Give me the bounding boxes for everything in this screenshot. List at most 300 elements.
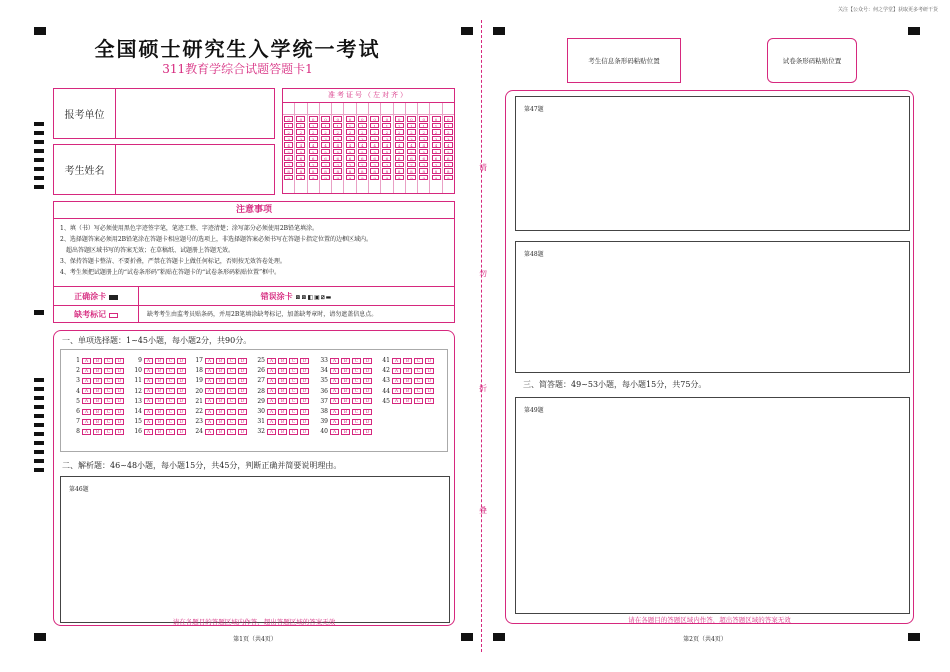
choice-bubble[interactable]: C [289, 419, 298, 425]
id-bubble[interactable]: 9 [407, 175, 416, 181]
choice-bubble[interactable]: B [278, 409, 287, 415]
choice-bubble[interactable]: A [144, 419, 153, 425]
choice-bubble[interactable]: B [341, 429, 350, 435]
choice-bubble[interactable]: C [352, 419, 361, 425]
choice-bubble[interactable]: C [352, 409, 361, 415]
id-bubble[interactable]: 1 [284, 123, 293, 129]
id-bubble[interactable]: 8 [358, 168, 367, 174]
id-bubble[interactable]: 5 [296, 149, 305, 155]
choice-bubble[interactable]: A [267, 388, 276, 394]
choice-bubble[interactable]: B [93, 429, 102, 435]
choice-bubble[interactable]: A [82, 378, 91, 384]
id-write-cell[interactable] [320, 103, 331, 115]
id-bubble[interactable]: 4 [432, 142, 441, 148]
id-bubble[interactable]: 4 [407, 142, 416, 148]
choice-bubble[interactable]: D [300, 419, 309, 425]
choice-bubble[interactable]: B [155, 398, 164, 404]
id-bubble[interactable]: 7 [432, 162, 441, 168]
choice-bubble[interactable]: B [341, 358, 350, 364]
choice-bubble[interactable]: D [300, 409, 309, 415]
choice-bubble[interactable]: B [93, 358, 102, 364]
id-bubble[interactable]: 5 [444, 149, 453, 155]
choice-bubble[interactable]: B [278, 358, 287, 364]
choice-bubble[interactable]: D [177, 378, 186, 384]
id-write-cell[interactable] [332, 103, 343, 115]
id-bubble[interactable]: 8 [333, 168, 342, 174]
choice-bubble[interactable]: D [363, 358, 372, 364]
id-bubble[interactable]: 7 [284, 162, 293, 168]
id-bubble[interactable]: 7 [321, 162, 330, 168]
id-bubble[interactable]: 3 [358, 136, 367, 142]
choice-bubble[interactable]: A [205, 378, 214, 384]
choice-bubble[interactable]: D [363, 368, 372, 374]
id-bubble[interactable]: 6 [419, 155, 428, 161]
choice-bubble[interactable]: A [144, 368, 153, 374]
choice-bubble[interactable]: C [352, 368, 361, 374]
id-bubble[interactable]: 6 [407, 155, 416, 161]
id-bubble[interactable]: 3 [296, 136, 305, 142]
choice-bubble[interactable]: C [166, 429, 175, 435]
id-bubble[interactable]: 3 [346, 136, 355, 142]
choice-bubble[interactable]: B [403, 368, 412, 374]
unit-field[interactable] [53, 88, 275, 139]
q46-box[interactable] [60, 476, 450, 623]
choice-bubble[interactable]: C [352, 388, 361, 394]
choice-bubble[interactable]: C [289, 378, 298, 384]
choice-bubble[interactable]: D [300, 358, 309, 364]
choice-bubble[interactable]: D [363, 388, 372, 394]
choice-bubble[interactable]: A [267, 398, 276, 404]
id-bubble[interactable]: 0 [407, 116, 416, 122]
id-bubble[interactable]: 6 [333, 155, 342, 161]
choice-bubble[interactable]: C [166, 368, 175, 374]
id-bubble[interactable]: 1 [432, 123, 441, 129]
choice-bubble[interactable]: C [289, 368, 298, 374]
id-write-cell[interactable] [295, 103, 306, 115]
choice-bubble[interactable]: C [104, 409, 113, 415]
id-bubble[interactable]: 4 [346, 142, 355, 148]
id-bubble[interactable]: 8 [407, 168, 416, 174]
id-bubble[interactable]: 8 [296, 168, 305, 174]
id-bubble[interactable]: 0 [432, 116, 441, 122]
id-bubble[interactable]: 4 [284, 142, 293, 148]
choice-bubble[interactable]: D [115, 378, 124, 384]
id-bubble[interactable]: 3 [407, 136, 416, 142]
id-bubble[interactable]: 5 [284, 149, 293, 155]
q47-box[interactable] [515, 96, 910, 231]
choice-bubble[interactable]: C [227, 368, 236, 374]
id-bubble[interactable]: 9 [346, 175, 355, 181]
choice-bubble[interactable]: C [289, 358, 298, 364]
id-bubble[interactable]: 6 [284, 155, 293, 161]
choice-bubble[interactable]: A [82, 358, 91, 364]
id-bubble[interactable]: 1 [296, 123, 305, 129]
choice-bubble[interactable]: C [166, 388, 175, 394]
id-bubble[interactable]: 0 [370, 116, 379, 122]
id-bubble[interactable]: 3 [333, 136, 342, 142]
id-bubble[interactable]: 4 [333, 142, 342, 148]
id-bubble[interactable]: 3 [370, 136, 379, 142]
choice-bubble[interactable]: A [82, 388, 91, 394]
id-bubble[interactable]: 7 [419, 162, 428, 168]
id-bubble[interactable]: 6 [309, 155, 318, 161]
id-bubble[interactable]: 1 [321, 123, 330, 129]
choice-bubble[interactable]: B [93, 388, 102, 394]
choice-bubble[interactable]: B [93, 398, 102, 404]
choice-bubble[interactable]: A [82, 429, 91, 435]
id-bubble[interactable]: 4 [382, 142, 391, 148]
choice-bubble[interactable]: D [425, 368, 434, 374]
choice-bubble[interactable]: D [238, 419, 247, 425]
id-bubble[interactable]: 1 [309, 123, 318, 129]
choice-bubble[interactable]: B [278, 419, 287, 425]
id-bubble[interactable]: 5 [407, 149, 416, 155]
id-bubble[interactable]: 7 [296, 162, 305, 168]
id-bubble[interactable]: 0 [382, 116, 391, 122]
id-bubble[interactable]: 0 [444, 116, 453, 122]
id-bubble[interactable]: 5 [346, 149, 355, 155]
id-bubble[interactable]: 5 [370, 149, 379, 155]
choice-bubble[interactable]: A [82, 409, 91, 415]
choice-bubble[interactable]: A [330, 368, 339, 374]
choice-bubble[interactable]: A [267, 378, 276, 384]
choice-bubble[interactable]: C [104, 368, 113, 374]
choice-bubble[interactable]: C [104, 419, 113, 425]
choice-bubble[interactable]: A [205, 409, 214, 415]
choice-bubble[interactable]: B [216, 409, 225, 415]
id-bubble[interactable]: 8 [309, 168, 318, 174]
id-bubble[interactable]: 9 [419, 175, 428, 181]
id-bubble[interactable]: 6 [321, 155, 330, 161]
id-bubble[interactable]: 6 [432, 155, 441, 161]
choice-bubble[interactable]: A [392, 378, 401, 384]
id-bubble[interactable]: 6 [346, 155, 355, 161]
id-bubble[interactable]: 7 [444, 162, 453, 168]
choice-bubble[interactable]: B [278, 368, 287, 374]
choice-bubble[interactable]: D [177, 429, 186, 435]
choice-bubble[interactable]: D [115, 409, 124, 415]
choice-bubble[interactable]: D [177, 358, 186, 364]
id-bubble[interactable]: 8 [284, 168, 293, 174]
choice-bubble[interactable]: D [425, 398, 434, 404]
choice-bubble[interactable]: C [227, 378, 236, 384]
id-bubble[interactable]: 0 [333, 116, 342, 122]
id-bubble[interactable]: 1 [370, 123, 379, 129]
choice-bubble[interactable]: A [267, 358, 276, 364]
choice-bubble[interactable]: B [341, 398, 350, 404]
choice-bubble[interactable]: D [300, 368, 309, 374]
id-bubble[interactable]: 0 [309, 116, 318, 122]
id-bubble[interactable]: 9 [309, 175, 318, 181]
id-bubble[interactable]: 3 [284, 136, 293, 142]
id-bubble[interactable]: 3 [432, 136, 441, 142]
choice-bubble[interactable]: D [363, 378, 372, 384]
id-write-cell[interactable] [406, 103, 417, 115]
id-bubble[interactable]: 0 [419, 116, 428, 122]
choice-bubble[interactable]: A [144, 398, 153, 404]
id-bubble[interactable]: 4 [419, 142, 428, 148]
choice-bubble[interactable]: D [115, 368, 124, 374]
choice-bubble[interactable]: A [82, 419, 91, 425]
choice-bubble[interactable]: D [238, 378, 247, 384]
id-write-cell[interactable] [357, 103, 368, 115]
choice-bubble[interactable]: B [216, 358, 225, 364]
id-bubble[interactable]: 0 [358, 116, 367, 122]
choice-bubble[interactable]: D [238, 398, 247, 404]
choice-bubble[interactable]: A [330, 419, 339, 425]
id-bubble[interactable]: 3 [321, 136, 330, 142]
choice-bubble[interactable]: D [177, 419, 186, 425]
id-bubble[interactable]: 8 [382, 168, 391, 174]
id-bubble[interactable]: 7 [309, 162, 318, 168]
choice-bubble[interactable]: D [177, 368, 186, 374]
choice-bubble[interactable]: D [177, 409, 186, 415]
id-bubble[interactable]: 9 [395, 175, 404, 181]
choice-bubble[interactable]: C [289, 429, 298, 435]
id-bubble[interactable]: 1 [444, 123, 453, 129]
id-bubble[interactable]: 1 [382, 123, 391, 129]
id-bubble[interactable]: 2 [346, 129, 355, 135]
id-bubble[interactable]: 4 [309, 142, 318, 148]
choice-bubble[interactable]: A [267, 419, 276, 425]
choice-bubble[interactable]: C [227, 409, 236, 415]
choice-bubble[interactable]: C [166, 358, 175, 364]
choice-bubble[interactable]: A [330, 398, 339, 404]
choice-bubble[interactable]: B [216, 378, 225, 384]
choice-bubble[interactable]: D [300, 429, 309, 435]
id-bubble[interactable]: 8 [419, 168, 428, 174]
id-bubble[interactable]: 2 [296, 129, 305, 135]
id-bubble[interactable]: 2 [284, 129, 293, 135]
choice-bubble[interactable]: D [425, 358, 434, 364]
choice-bubble[interactable]: B [341, 378, 350, 384]
id-bubble[interactable]: 5 [321, 149, 330, 155]
choice-bubble[interactable]: D [115, 429, 124, 435]
id-bubble[interactable]: 2 [444, 129, 453, 135]
id-bubble[interactable]: 3 [419, 136, 428, 142]
choice-bubble[interactable]: C [227, 398, 236, 404]
id-bubble[interactable]: 7 [382, 162, 391, 168]
choice-bubble[interactable]: A [205, 398, 214, 404]
id-bubble[interactable]: 9 [284, 175, 293, 181]
choice-bubble[interactable]: D [363, 419, 372, 425]
choice-bubble[interactable]: B [155, 358, 164, 364]
id-bubble[interactable]: 1 [333, 123, 342, 129]
choice-bubble[interactable]: C [352, 398, 361, 404]
choice-bubble[interactable]: A [205, 388, 214, 394]
choice-bubble[interactable]: B [93, 368, 102, 374]
id-bubble[interactable]: 5 [419, 149, 428, 155]
id-bubble[interactable]: 2 [321, 129, 330, 135]
id-bubble[interactable]: 2 [395, 129, 404, 135]
id-bubble[interactable]: 8 [321, 168, 330, 174]
id-bubble[interactable]: 9 [358, 175, 367, 181]
id-bubble[interactable]: 6 [395, 155, 404, 161]
id-bubble[interactable]: 1 [395, 123, 404, 129]
id-bubble[interactable]: 6 [382, 155, 391, 161]
id-bubble[interactable]: 8 [395, 168, 404, 174]
choice-bubble[interactable]: A [392, 398, 401, 404]
choice-bubble[interactable]: B [216, 388, 225, 394]
choice-bubble[interactable]: C [227, 419, 236, 425]
choice-bubble[interactable]: C [352, 429, 361, 435]
choice-bubble[interactable]: C [227, 388, 236, 394]
choice-bubble[interactable]: B [93, 419, 102, 425]
choice-bubble[interactable]: D [238, 358, 247, 364]
choice-bubble[interactable]: B [155, 388, 164, 394]
choice-bubble[interactable]: A [144, 358, 153, 364]
id-bubble[interactable]: 2 [419, 129, 428, 135]
id-bubble[interactable]: 9 [432, 175, 441, 181]
id-bubble[interactable]: 6 [444, 155, 453, 161]
id-bubble[interactable]: 7 [333, 162, 342, 168]
name-field[interactable] [53, 144, 275, 195]
choice-bubble[interactable]: D [363, 409, 372, 415]
id-bubble[interactable]: 3 [395, 136, 404, 142]
choice-bubble[interactable]: A [392, 358, 401, 364]
id-bubble[interactable]: 0 [321, 116, 330, 122]
id-bubble[interactable]: 8 [370, 168, 379, 174]
choice-bubble[interactable]: B [155, 419, 164, 425]
choice-bubble[interactable]: A [144, 378, 153, 384]
choice-bubble[interactable]: B [216, 368, 225, 374]
choice-bubble[interactable]: C [414, 398, 423, 404]
choice-bubble[interactable]: A [205, 368, 214, 374]
choice-bubble[interactable]: B [403, 378, 412, 384]
choice-bubble[interactable]: B [155, 429, 164, 435]
choice-bubble[interactable]: A [330, 358, 339, 364]
choice-bubble[interactable]: A [205, 419, 214, 425]
choice-bubble[interactable]: C [166, 398, 175, 404]
id-write-cell[interactable] [418, 103, 429, 115]
choice-bubble[interactable]: B [155, 378, 164, 384]
choice-bubble[interactable]: C [289, 388, 298, 394]
choice-bubble[interactable]: D [238, 388, 247, 394]
id-bubble[interactable]: 4 [321, 142, 330, 148]
id-bubble[interactable]: 1 [419, 123, 428, 129]
id-bubble[interactable]: 0 [346, 116, 355, 122]
id-bubble[interactable]: 9 [444, 175, 453, 181]
id-bubble[interactable]: 4 [395, 142, 404, 148]
id-write-cell[interactable] [369, 103, 380, 115]
choice-bubble[interactable]: C [289, 398, 298, 404]
choice-bubble[interactable]: A [205, 358, 214, 364]
choice-bubble[interactable]: D [238, 409, 247, 415]
id-bubble[interactable]: 5 [358, 149, 367, 155]
id-bubble[interactable]: 2 [370, 129, 379, 135]
choice-bubble[interactable]: C [104, 388, 113, 394]
choice-bubble[interactable]: B [341, 409, 350, 415]
choice-bubble[interactable]: D [177, 398, 186, 404]
id-bubble[interactable]: 7 [346, 162, 355, 168]
choice-bubble[interactable]: D [300, 398, 309, 404]
choice-bubble[interactable]: D [238, 429, 247, 435]
id-bubble[interactable]: 9 [370, 175, 379, 181]
id-bubble[interactable]: 6 [358, 155, 367, 161]
choice-bubble[interactable]: A [330, 409, 339, 415]
id-bubble[interactable]: 7 [358, 162, 367, 168]
choice-bubble[interactable]: A [82, 368, 91, 374]
choice-bubble[interactable]: D [238, 368, 247, 374]
choice-bubble[interactable]: A [144, 409, 153, 415]
choice-bubble[interactable]: C [414, 358, 423, 364]
choice-bubble[interactable]: D [363, 398, 372, 404]
choice-bubble[interactable]: B [278, 378, 287, 384]
id-bubble[interactable]: 0 [395, 116, 404, 122]
choice-bubble[interactable]: D [300, 388, 309, 394]
id-bubble[interactable]: 2 [407, 129, 416, 135]
choice-bubble[interactable]: A [267, 429, 276, 435]
id-bubble[interactable]: 2 [432, 129, 441, 135]
id-bubble[interactable]: 1 [407, 123, 416, 129]
choice-bubble[interactable]: C [166, 378, 175, 384]
choice-bubble[interactable]: B [155, 409, 164, 415]
id-bubble[interactable]: 8 [346, 168, 355, 174]
id-bubble[interactable]: 6 [296, 155, 305, 161]
id-bubble[interactable]: 2 [333, 129, 342, 135]
id-bubble[interactable]: 0 [284, 116, 293, 122]
choice-bubble[interactable]: B [403, 398, 412, 404]
id-bubble[interactable]: 2 [382, 129, 391, 135]
id-bubble[interactable]: 8 [444, 168, 453, 174]
id-bubble[interactable]: 4 [370, 142, 379, 148]
id-bubble[interactable]: 9 [333, 175, 342, 181]
choice-bubble[interactable]: A [267, 409, 276, 415]
choice-bubble[interactable]: D [177, 388, 186, 394]
choice-bubble[interactable]: B [403, 358, 412, 364]
id-bubble[interactable]: 6 [370, 155, 379, 161]
choice-bubble[interactable]: B [341, 368, 350, 374]
choice-bubble[interactable]: B [93, 409, 102, 415]
id-bubble[interactable]: 4 [358, 142, 367, 148]
choice-bubble[interactable]: A [392, 368, 401, 374]
id-bubble[interactable]: 2 [358, 129, 367, 135]
choice-bubble[interactable]: C [352, 358, 361, 364]
choice-bubble[interactable]: D [425, 378, 434, 384]
choice-bubble[interactable]: C [227, 358, 236, 364]
choice-bubble[interactable]: A [330, 429, 339, 435]
id-bubble[interactable]: 9 [296, 175, 305, 181]
choice-bubble[interactable]: B [278, 398, 287, 404]
choice-bubble[interactable]: D [363, 429, 372, 435]
choice-bubble[interactable]: A [392, 388, 401, 394]
choice-bubble[interactable]: B [216, 429, 225, 435]
id-bubble[interactable]: 5 [432, 149, 441, 155]
id-bubble[interactable]: 3 [444, 136, 453, 142]
choice-bubble[interactable]: D [115, 388, 124, 394]
choice-bubble[interactable]: B [341, 388, 350, 394]
id-bubble[interactable]: 9 [321, 175, 330, 181]
id-write-cell[interactable] [283, 103, 294, 115]
id-bubble[interactable]: 7 [370, 162, 379, 168]
id-bubble[interactable]: 8 [432, 168, 441, 174]
choice-bubble[interactable]: C [227, 429, 236, 435]
choice-bubble[interactable]: A [267, 368, 276, 374]
id-bubble[interactable]: 3 [382, 136, 391, 142]
id-write-cell[interactable] [443, 103, 454, 115]
id-bubble[interactable]: 1 [346, 123, 355, 129]
id-bubble[interactable]: 9 [382, 175, 391, 181]
choice-bubble[interactable]: C [414, 388, 423, 394]
q48-box[interactable] [515, 241, 910, 373]
id-write-cell[interactable] [344, 103, 355, 115]
id-bubble[interactable]: 5 [333, 149, 342, 155]
id-write-cell[interactable] [394, 103, 405, 115]
choice-bubble[interactable]: C [104, 398, 113, 404]
id-write-cell[interactable] [308, 103, 319, 115]
choice-bubble[interactable]: B [278, 429, 287, 435]
choice-bubble[interactable]: A [205, 429, 214, 435]
